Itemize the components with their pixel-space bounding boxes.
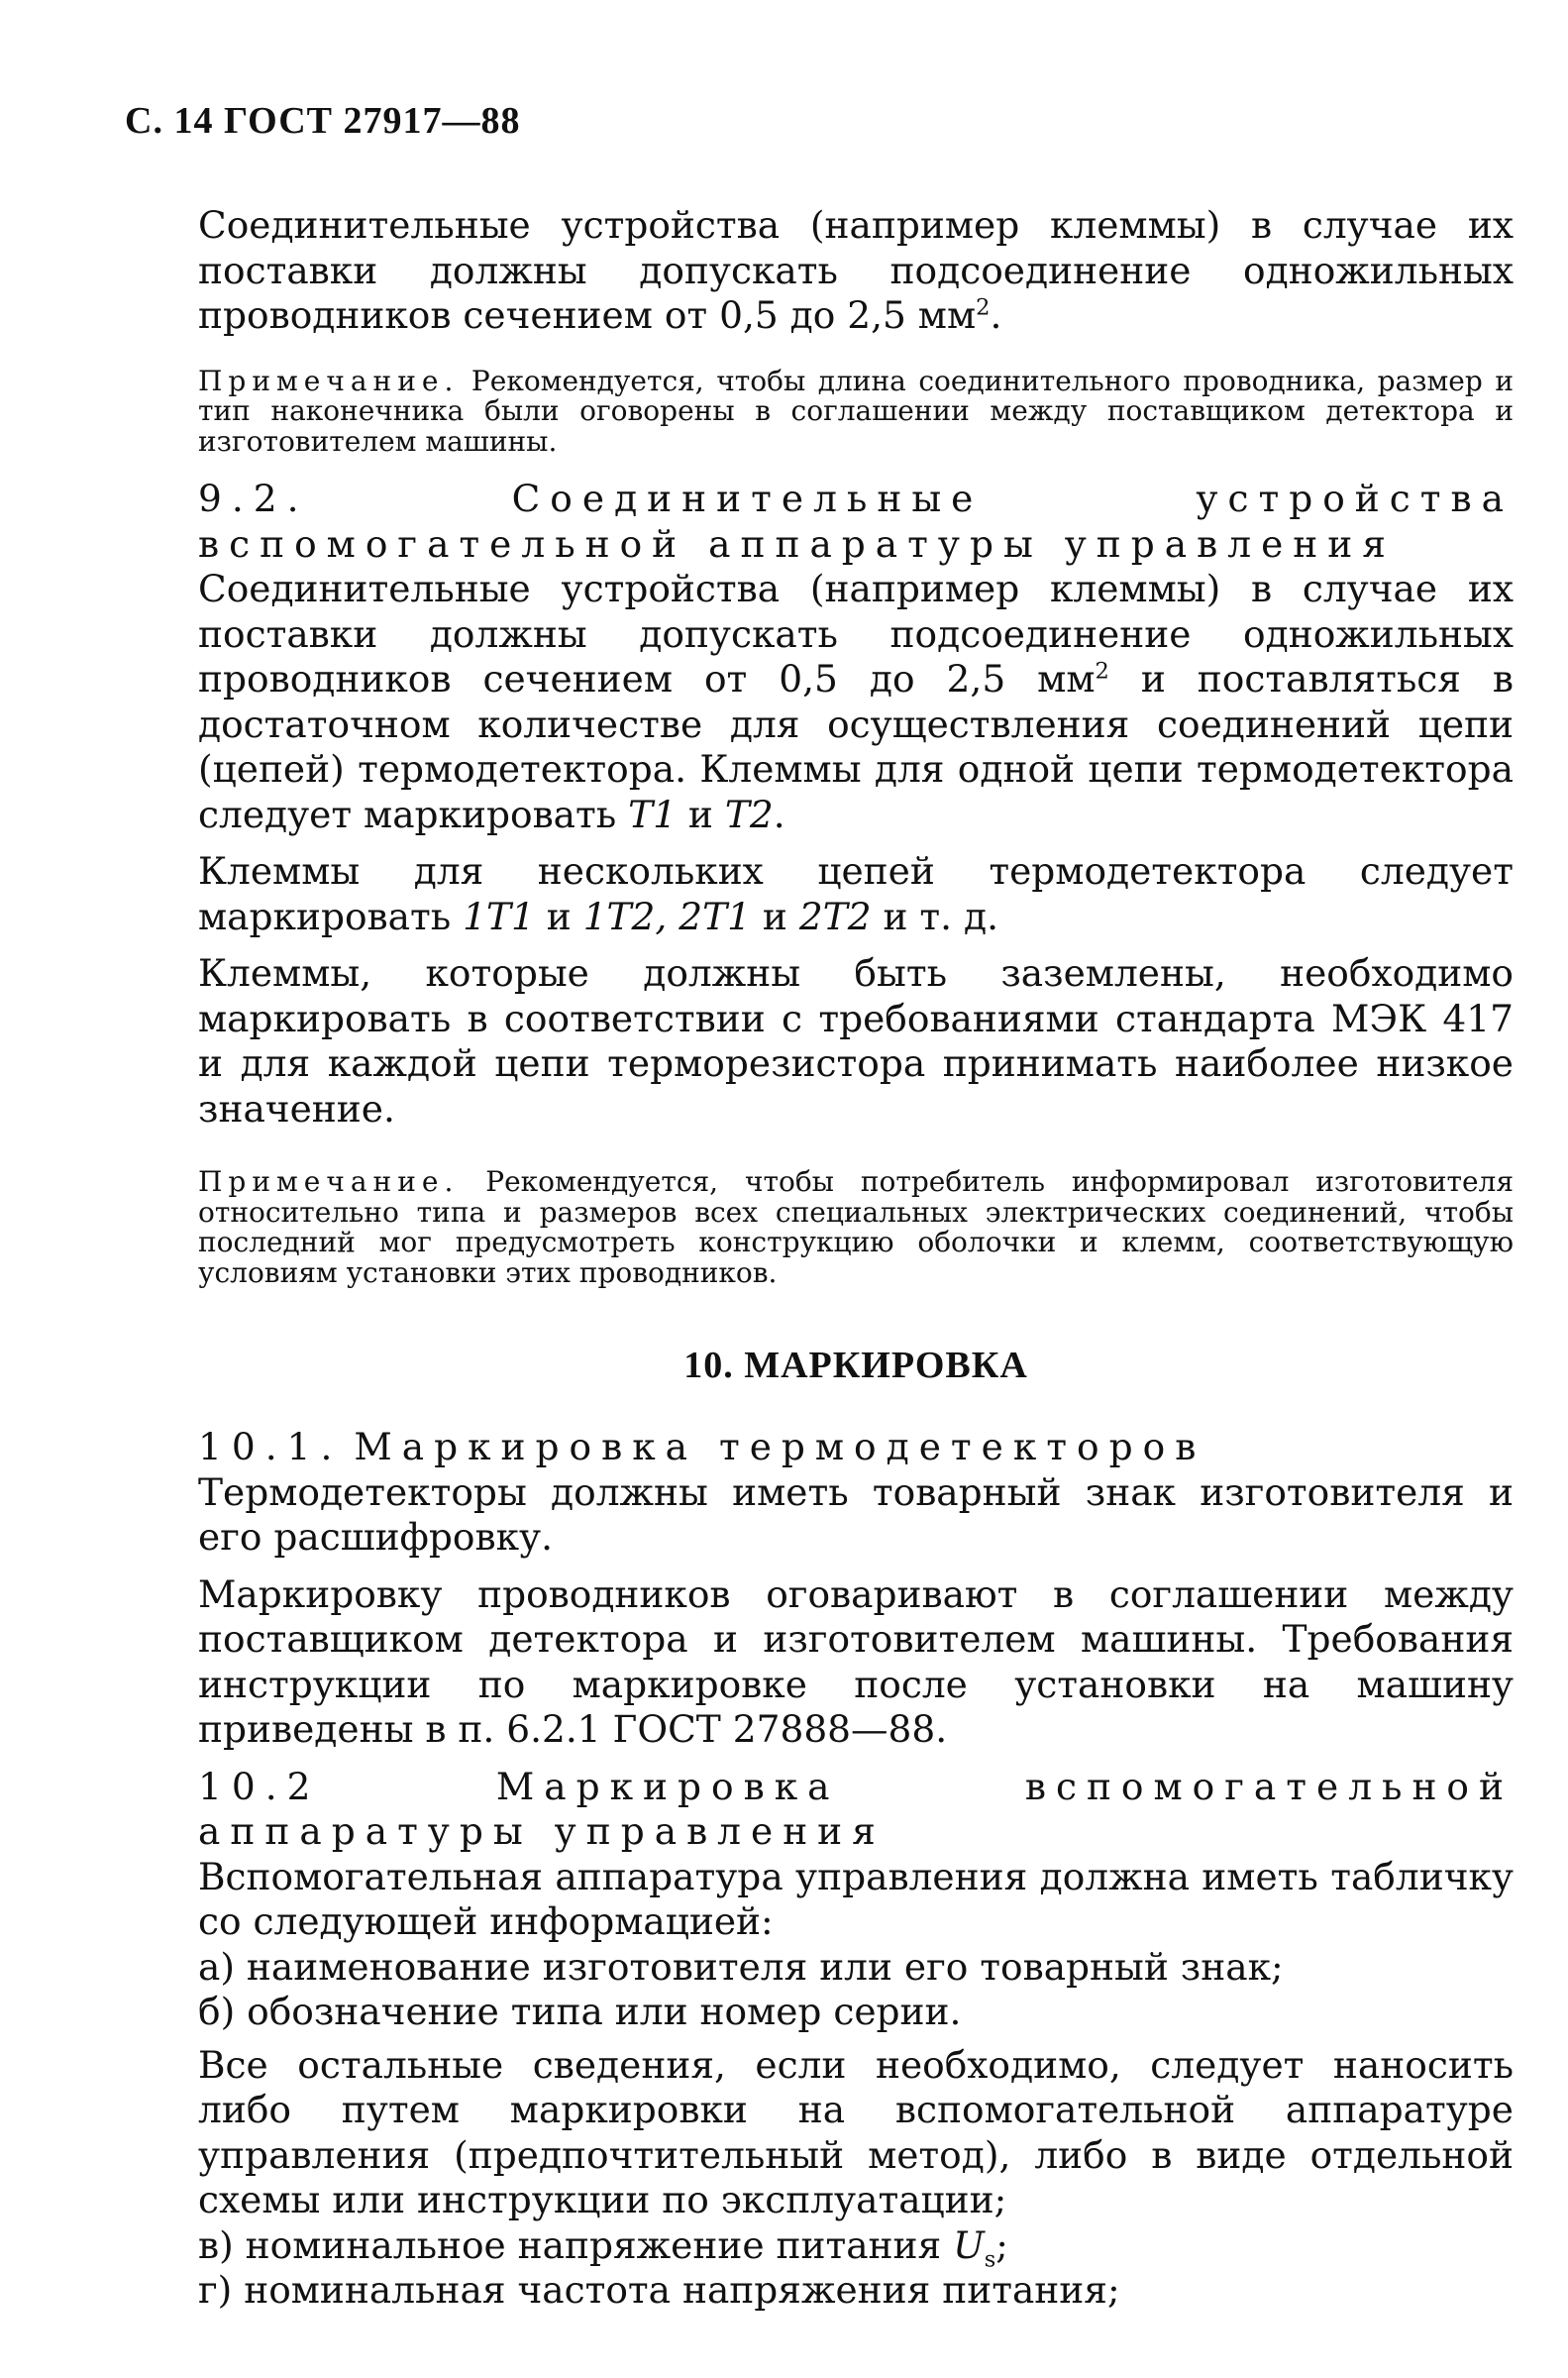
- note-1: [198, 364, 1514, 458]
- list-item-g: г) номинальная частота напряжения питания;: [198, 2268, 1120, 2312]
- page-header: С. 14 ГОСТ 27917—88: [125, 100, 521, 142]
- paragraph-end: и т. д.: [871, 894, 999, 938]
- paragraph-end: .: [990, 293, 1002, 337]
- paragraph-text: Соединительные устройства (например клеммы) в случае их поставки должны допускать подсоединение одножильных проводников сечением от 0,5 до 2,5 мм: [198, 567, 1514, 701]
- page-content: [198, 203, 1514, 2314]
- list-item-v: [198, 2222, 1514, 2272]
- section-title: Маркировка вспомогательной аппаратуры управления: [198, 1764, 1515, 1853]
- section-10-2-paragraph-1: Вспомогательная аппаратура управления должна иметь табличку со следующей информацией:: [198, 1854, 1514, 1943]
- paragraph-text: Соединительные устройства (например клеммы) в случае их поставки должны допускать подсоединение одножильных проводников сечением от 0,5 до 2,5 мм: [198, 203, 1514, 337]
- section-title: Соединительные устройства вспомогательной аппаратуры управления: [198, 477, 1514, 566]
- paragraph-connection-devices: [198, 203, 1514, 339]
- list-item-a: а) наименование изготовителя или его товарный знак;: [198, 1944, 1284, 1989]
- paragraph-text-continued: и поставляться в достаточном количестве для осуществления соединений цепи (цепей) термодетектора. Клеммы для одной цепи термодетектора следует маркировать: [198, 657, 1514, 836]
- section-number: 10.1.: [198, 1425, 343, 1468]
- marking-1t1: 1T1: [463, 894, 535, 938]
- section-number: 10.2: [198, 1764, 321, 1808]
- section-10-1-paragraph-2: Маркировку проводников оговаривают в соглашении между поставщиком детектора и изготовителем машины. Требования инструкции по маркировке после установки на машину приведены в п. 6.2.1 ГОСТ 27888—88.: [198, 1571, 1514, 1751]
- note-label: Примечание.: [198, 364, 460, 397]
- superscript: 2: [976, 294, 991, 321]
- list-item-b: б) обозначение типа или номер серии.: [198, 1990, 962, 2033]
- section-9-2-paragraph-1: [198, 567, 1514, 837]
- note-label: Примечание.: [198, 1165, 460, 1198]
- voltage-symbol: U: [953, 2222, 985, 2267]
- section-10-1-paragraph-1: Термодетекторы должны иметь товарный знак изготовителя и его расшифровку.: [198, 1469, 1514, 1559]
- marking-2t2: 2T2: [798, 894, 872, 938]
- section-10-2-paragraph-2: Все остальные сведения, если необходимо, следует наносить либо путем маркировки на вспомогательной аппаратуре управления (предпочтительный метод), либо в виде отдельной схемы или инструкции по эксплуатации;: [198, 2042, 1514, 2221]
- section-10-heading: 10. МАРКИРОВКА: [683, 1345, 1028, 1386]
- paragraph-text: Клеммы для нескольких цепей термодетектора следует маркировать: [198, 849, 1514, 938]
- section-number: 9.2.: [198, 477, 309, 520]
- conjunction: и: [534, 894, 583, 938]
- section-9-2-paragraph-3: Клеммы, которые должны быть заземлены, необходимо маркировать в соответствии с требованиями стандарта МЭК 417 и для каждой цепи терморезистора принимать наиболее низкое значение.: [198, 951, 1514, 1131]
- superscript: 2: [1095, 658, 1109, 685]
- list-item-text: в) номинальное напряжение питания: [198, 2222, 954, 2267]
- note-text: Рекомендуется, чтобы длина соединительного проводника, размер и тип наконечника были оговорены в соглашении между поставщиком детектора и изготовителем машины.: [198, 364, 1514, 458]
- voltage-subscript: s: [984, 2246, 996, 2272]
- list-item-end: ;: [995, 2222, 1008, 2267]
- marking-t2: T2: [724, 792, 774, 836]
- section-10-1-heading: [198, 1425, 1514, 1470]
- section-10-2-heading: [198, 1765, 1514, 1855]
- section-title: Маркировка термодетекторов: [354, 1425, 1206, 1468]
- marking-t1: T1: [628, 792, 677, 836]
- section-9-2-paragraph-2: [198, 849, 1514, 939]
- note-text: Рекомендуется, чтобы потребитель информировал изготовителя относительно типа и размеров всех специальных электрических соединений, чтобы последний мог предусмотреть конструкцию оболочки и клемм, соответствующую условиям установки этих проводников.: [198, 1165, 1514, 1289]
- marking-1t2-2t1: 1T2, 2T1: [582, 894, 751, 938]
- conjunction: и: [677, 792, 725, 836]
- paragraph-end: .: [773, 792, 785, 836]
- section-9-2-heading: [198, 477, 1514, 567]
- note-2: [198, 1167, 1514, 1288]
- conjunction: и: [751, 894, 799, 938]
